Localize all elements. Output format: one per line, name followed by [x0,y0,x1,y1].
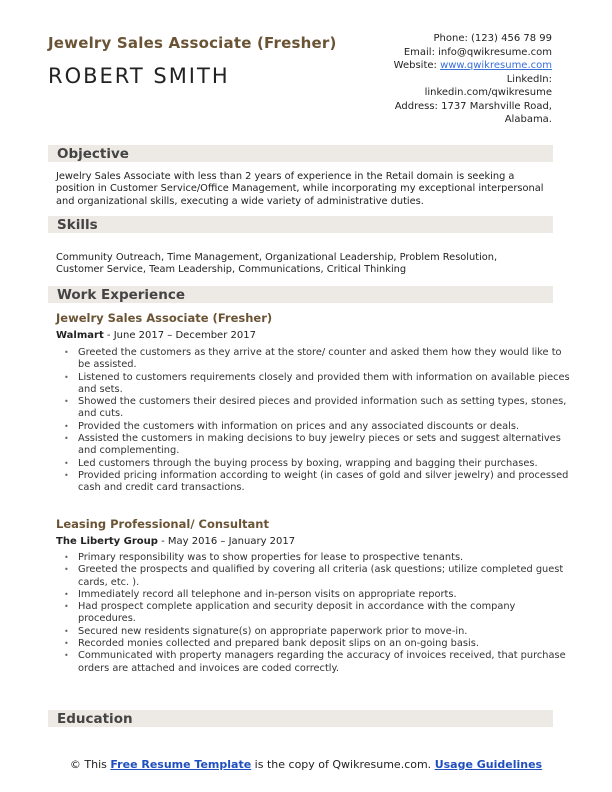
list-item: • Primary responsibility was to show properties for lease to prospective tenants. [78,552,573,564]
website-label: Website: [393,60,441,71]
free-resume-template-link[interactable]: Free Resume Template [110,758,252,771]
job-bullets [56,552,573,675]
skills-text: Community Outreach, Time Management, Organizational Leadership, Problem Resolution, Customer Service, Team Leadership, Communications, Critical Thinking [56,252,498,276]
section-work-experience [48,286,553,303]
list-item: • Had prospect complete application and security deposit in accordance with the company procedures. [78,601,573,626]
section-skills [48,216,553,233]
employer-name: Walmart [56,330,104,341]
list-item: • Recorded monies collected and prepared bank deposit slips on an on-going basis. [78,638,573,650]
list-item: • Provided pricing information according to weight (in cases of gold and silver jewelry) and processed cash and credit card transactions. [78,470,573,495]
website-link[interactable]: www.qwikresume.com [440,60,552,71]
contact-address-line1: Address: 1737 Marshville Road, [394,100,552,112]
job-employer-line [56,536,295,547]
employer-name: The Liberty Group [56,536,158,547]
section-objective [48,145,553,162]
list-item: • Showed the customers their desired pieces and provided information such as setting types, stones, and cuts. [78,396,573,421]
job-dates: - May 2016 – January 2017 [157,536,296,547]
list-item: • Secured new residents signature(s) on appropriate paperwork prior to move-in. [78,626,573,638]
usage-guidelines-link[interactable]: Usage Guidelines [434,758,543,771]
list-item: • Greeted the prospects and qualified by covering all criteria (ask questions; utilize completed guest cards, etc. ). [78,564,573,589]
section-education [48,710,553,727]
objective-text: Jewelry Sales Associate with less than 2 years of experience in the Retail domain is seeking a position in Customer Service/Office Management, while incorporating my exceptional interpersonal and organizational skills, executing a wide variety of administrative duties. [56,171,544,207]
job-bullets [56,347,573,495]
list-item: • Greeted the customers as they arrive at the store/ counter and asked them how they would like to be assisted. [78,347,573,372]
list-item: • Immediately record all telephone and in-person visits on appropriate reports. [78,589,573,601]
footer-copyright [60,758,552,771]
resume-job-title: Jewelry Sales Associate (Fresher) [48,34,337,52]
section-skills-title: Skills [57,217,98,233]
contact-email: Email: info@qwikresume.com [403,46,552,58]
job-role: Leasing Professional/ Consultant [56,517,269,531]
footer-prefix: © This [69,758,111,771]
list-item: • Assisted the customers in making decisions to buy jewelry pieces or sets and suggest alternatives and complementing. [78,433,573,458]
contact-website [312,59,552,73]
list-item: • Provided the customers with information on prices and any associated discounts or deals. [78,421,573,433]
contact-block [312,32,552,127]
list-item: • Led customers through the buying process by boxing, wrapping and bagging their purchases. [78,458,573,470]
job-role: Jewelry Sales Associate (Fresher) [56,311,273,325]
candidate-name: ROBERT SMITH [48,64,230,88]
contact-linkedin-value: linkedin.com/qwikresume [424,87,552,98]
section-objective-title: Objective [57,146,129,162]
section-education-title: Education [57,711,133,727]
list-item: • Communicated with property managers regarding the accuracy of invoices received, that purchase orders are attached and invoices are coded correctly. [78,650,573,675]
contact-address-line2: Alabama. [504,114,552,125]
list-item: • Listened to customers requirements closely and provided them with information on available pieces and sets. [78,372,573,397]
section-work-title: Work Experience [57,287,185,303]
job-dates: - June 2017 – December 2017 [103,330,256,341]
contact-phone: Phone: (123) 456 78 99 [433,33,552,44]
footer-middle: is the copy of Qwikresume.com. [251,758,435,771]
contact-linkedin-label: LinkedIn: [506,73,552,85]
job-employer-line [56,330,256,341]
